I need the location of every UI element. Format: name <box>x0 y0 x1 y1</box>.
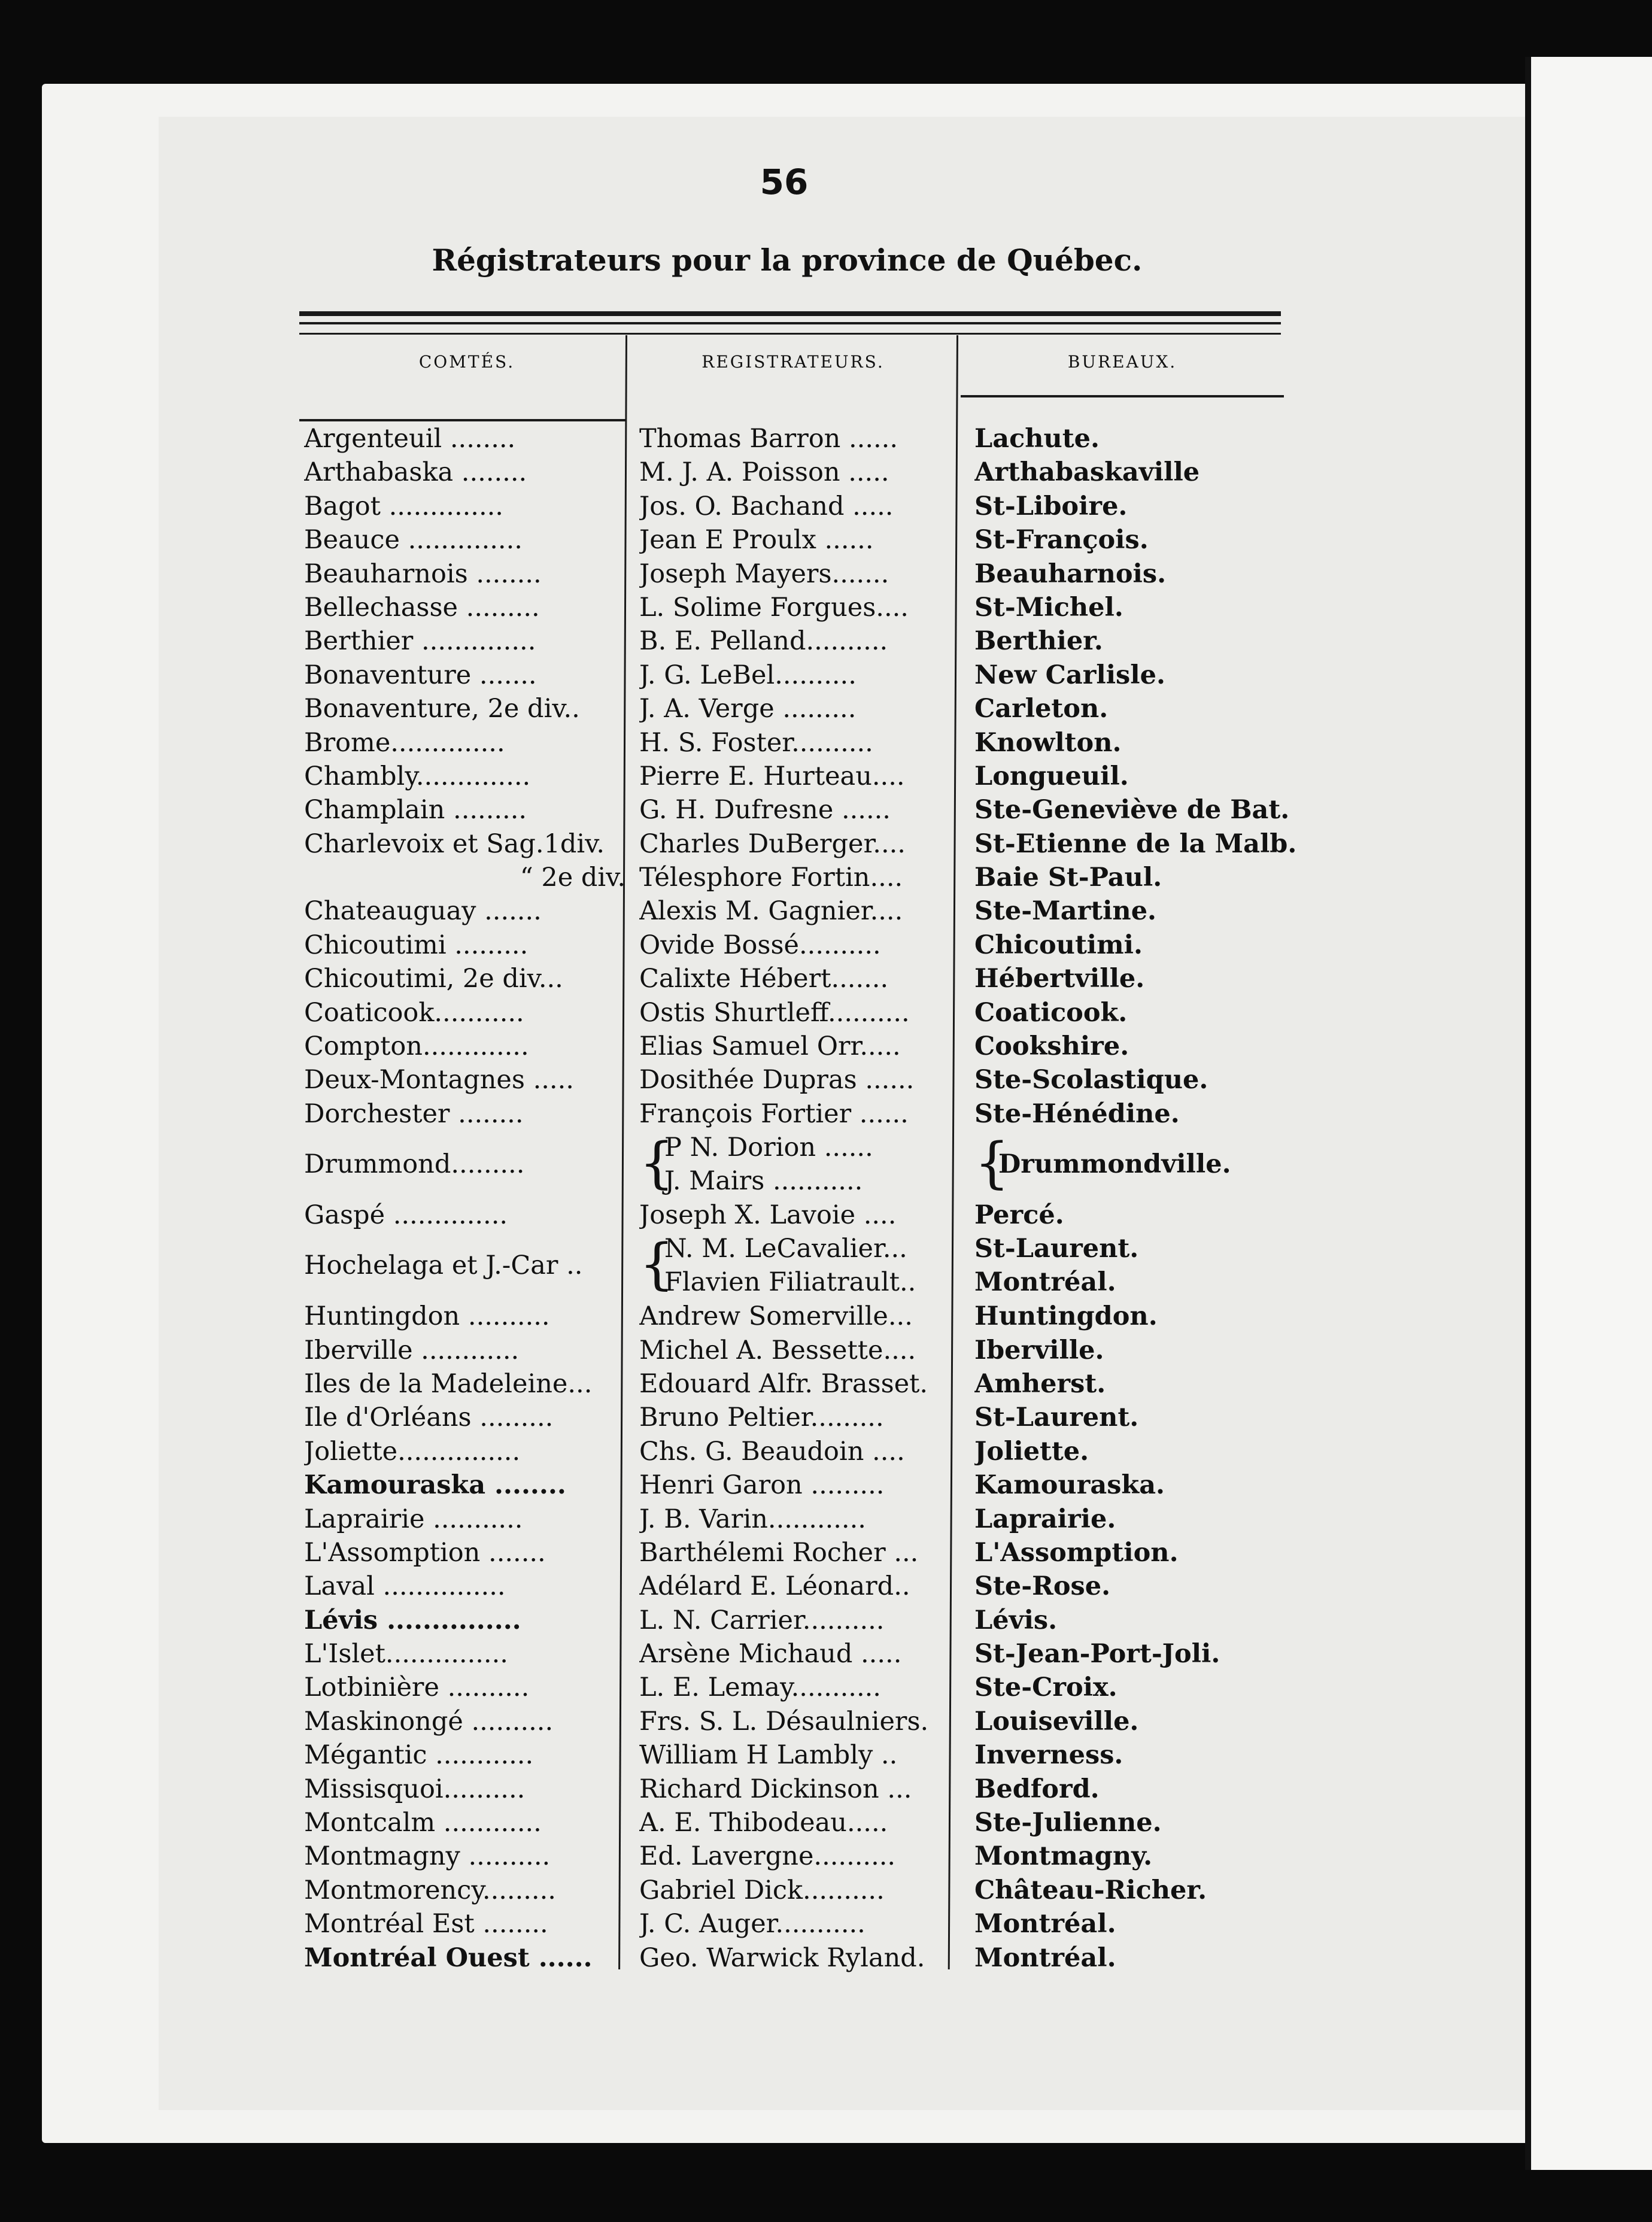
comte-cell: Montmorency......... <box>304 1875 556 1905</box>
registrateur-cell: Chs. G. Beaudoin .... <box>639 1436 905 1467</box>
bureau-cell: Kamouraska. <box>974 1470 1165 1501</box>
comte-cell: Kamouraska ........ <box>304 1470 566 1501</box>
registrateur-cell: Ovide Bossé.......... <box>639 930 881 960</box>
registrateur-line: P N. Dorion ...... <box>664 1133 873 1163</box>
bureau-cell: St-Laurent. <box>974 1403 1139 1433</box>
table-row <box>299 658 1287 692</box>
table-row <box>299 1232 1287 1300</box>
brace-icon: { <box>974 1131 1010 1195</box>
table-row <box>299 1097 1287 1131</box>
table-row <box>299 1570 1287 1603</box>
bureau-cell: Ste-Rose. <box>974 1571 1111 1602</box>
bureau-cell: L'Assomption. <box>974 1537 1179 1568</box>
table-row <box>299 793 1290 827</box>
table-row <box>299 1334 1287 1367</box>
table-row <box>299 591 1287 624</box>
registrateur-cell: Henri Garon ......... <box>639 1470 885 1501</box>
registrar-table <box>299 422 1297 1975</box>
bureau-cell: New Carlisle. <box>974 660 1165 690</box>
registrateur-cell: François Fortier ...... <box>639 1098 909 1129</box>
registrateur-line: Flavien Filiatrault.. <box>664 1267 916 1298</box>
comte-cell: Bonaventure ....... <box>304 660 537 690</box>
table-row <box>299 490 1287 523</box>
table-row <box>299 1637 1287 1671</box>
comte-cell: Compton............. <box>304 1031 529 1062</box>
comte-cell: Bellechasse ......... <box>304 592 540 623</box>
registrateur-cell: Bruno Peltier......... <box>639 1403 884 1433</box>
comte-cell: Coaticook........... <box>304 997 524 1028</box>
table-row <box>299 1063 1287 1097</box>
comte-cell: Chateauguay ....... <box>304 896 542 927</box>
bureau-cell: Ste-Martine. <box>974 896 1157 927</box>
comte-cell: L'Assomption ....... <box>304 1537 546 1568</box>
registrateur-cell: Jean E Proulx ...... <box>639 525 874 556</box>
bureau-cell: Hébertville. <box>974 964 1145 994</box>
table-row <box>299 962 1287 995</box>
bureau-cell: Percé. <box>974 1200 1064 1230</box>
registrateur-cell: J. A. Verge ......... <box>639 694 857 724</box>
registrateur-cell: Adélard E. Léonard.. <box>639 1571 910 1602</box>
registrateur-cell: Gabriel Dick.......... <box>639 1875 885 1905</box>
registrateur-cell: Calixte Hébert....... <box>639 964 889 994</box>
registrateur-cell: J. C. Auger........... <box>639 1909 866 1939</box>
table-row <box>299 1300 1287 1333</box>
bureau-cell: Ste-Scolastique. <box>974 1065 1208 1095</box>
title-rule-top <box>299 311 1281 316</box>
table-row <box>299 861 1287 894</box>
comte-cell: Beauce .............. <box>304 525 523 556</box>
comte-cell: Chicoutimi ......... <box>304 930 529 960</box>
registrateur-cell: Geo. Warwick Ryland. <box>639 1942 925 1973</box>
bureau-cell: Bedford. <box>974 1774 1100 1804</box>
comte-cell: Arthabaska ........ <box>304 457 527 488</box>
registrateur-pair <box>664 1131 873 1198</box>
table-row <box>299 1907 1287 1941</box>
table-row <box>299 1198 1287 1232</box>
column-header-comtes: COMTÉS. <box>418 352 515 372</box>
comte-cell: Berthier .............. <box>304 626 536 657</box>
registrateur-cell: Ed. Lavergne.......... <box>639 1841 896 1872</box>
bureau-cell: Ste-Hénédine. <box>974 1098 1180 1129</box>
table-row <box>299 1874 1287 1907</box>
registrateur-line: J. Mairs ........... <box>664 1166 863 1197</box>
page-title: Régistrateurs pour la province de Québec. <box>432 242 1143 278</box>
bureau-cell: Iberville. <box>974 1335 1104 1365</box>
page-gutter <box>1525 57 1531 2170</box>
table-row <box>299 1536 1287 1570</box>
comte-cell: Chicoutimi, 2e div... <box>304 964 563 994</box>
bureau-cell: Knowlton. <box>974 727 1122 758</box>
bureau-cell: Beauharnois. <box>974 558 1167 589</box>
registrateur-cell: Pierre E. Hurteau.... <box>639 761 905 791</box>
comte-cell: Hochelaga et J.-Car .. <box>304 1250 583 1281</box>
table-row <box>299 1435 1287 1468</box>
registrateur-cell: Barthélemi Rocher ... <box>639 1537 919 1568</box>
registrateur-cell: Michel A. Bessette.... <box>639 1335 916 1365</box>
comte-cell: Dorchester ........ <box>304 1098 524 1129</box>
table-row <box>299 523 1287 557</box>
comte-cell: Deux-Montagnes ..... <box>304 1065 574 1095</box>
comte-cell: Huntingdon .......... <box>304 1301 550 1332</box>
registrateur-cell: William H Lambly .. <box>639 1740 898 1771</box>
registrateur-cell: M. J. A. Poisson ..... <box>639 457 889 488</box>
bureau-cell: Ste-Julienne. <box>974 1808 1162 1838</box>
table-row <box>299 422 1287 456</box>
registrateur-cell: J. G. LeBel.......... <box>639 660 857 690</box>
table-row <box>299 894 1287 928</box>
adjacent-page-edge <box>1525 57 1652 2170</box>
bureau-cell: Ste-Croix. <box>974 1672 1117 1703</box>
comte-cell: Maskinongé .......... <box>304 1706 554 1737</box>
table-row <box>299 1839 1287 1873</box>
registrateur-cell: Joseph X. Lavoie .... <box>639 1200 897 1230</box>
registrateur-cell: Télesphore Fortin.... <box>639 863 903 893</box>
bureau-cell: Lévis. <box>974 1605 1058 1635</box>
registrateur-cell: L. E. Lemay........... <box>639 1672 881 1703</box>
table-row <box>299 827 1297 861</box>
comte-cell: Gaspé .............. <box>304 1200 508 1230</box>
comte-cell: Lotbinière .......... <box>304 1672 530 1703</box>
bureau-cell: Montréal. <box>974 1909 1116 1939</box>
comte-cell: Montmagny .......... <box>304 1841 551 1872</box>
bureau-pair-cell <box>974 1232 1298 1299</box>
comte-cell: “ 2e div. <box>520 863 625 893</box>
bureau-cell: St-François. <box>974 525 1149 556</box>
bureau-cell: St-Liboire. <box>974 491 1128 521</box>
comte-cell: Montréal Ouest ...... <box>304 1942 593 1973</box>
table-row <box>299 726 1287 760</box>
bureau-cell: Ste-Geneviève de Bat. <box>974 795 1290 825</box>
bureau-cell: Montréal. <box>974 1942 1116 1973</box>
comte-cell: Mégantic ............ <box>304 1740 534 1771</box>
table-row <box>299 1671 1287 1704</box>
registrateur-line: N. M. LeCavalier... <box>664 1234 907 1264</box>
registrateur-pair-cell <box>639 1232 980 1299</box>
registrateur-pair-cell <box>639 1131 980 1198</box>
registrateur-cell: B. E. Pelland.......... <box>639 626 888 657</box>
page-number: 56 <box>760 162 809 202</box>
comte-cell: Lévis ............... <box>304 1605 521 1635</box>
registrateur-cell: Andrew Somerville... <box>639 1301 913 1332</box>
bureau-cell: Joliette. <box>974 1436 1089 1467</box>
bureau-cell: Chicoutimi. <box>974 930 1143 960</box>
table-row <box>299 1131 1287 1198</box>
table-row <box>299 928 1287 962</box>
brace-icon: { <box>639 1232 675 1297</box>
registrateur-cell: A. E. Thibodeau..... <box>639 1808 888 1838</box>
registrateur-cell: Thomas Barron ...... <box>639 424 898 454</box>
bureau-text: Drummondville. <box>998 1149 1231 1180</box>
brace-icon: { <box>639 1131 675 1195</box>
registrateur-cell: L. N. Carrier.......... <box>639 1605 885 1635</box>
registrateur-cell: Joseph Mayers....... <box>639 558 889 589</box>
comte-cell: Iles de la Madeleine... <box>304 1368 593 1399</box>
bureau-cell: Baie St-Paul. <box>974 863 1162 893</box>
table-row <box>299 1604 1287 1637</box>
bureau-cell: St-Jean-Port-Joli. <box>974 1639 1220 1669</box>
bureau-cell: Berthier. <box>974 626 1103 657</box>
table-row <box>299 1367 1287 1401</box>
header-bottom-rule <box>961 395 1284 397</box>
table-row <box>299 1738 1287 1772</box>
registrateur-cell: Arsène Michaud ..... <box>639 1639 902 1669</box>
comte-cell: Champlain ......... <box>304 795 527 825</box>
table-row <box>299 760 1287 793</box>
column-header-bureaux: BUREAUX. <box>1067 352 1177 372</box>
registrateur-cell: G. H. Dufresne ...... <box>639 795 891 825</box>
bureau-cell: Coaticook. <box>974 997 1128 1028</box>
comte-cell: Charlevoix et Sag.1div. <box>304 828 605 859</box>
registrateur-pair <box>664 1232 916 1299</box>
comte-cell: Laprairie ........... <box>304 1504 523 1534</box>
registrateur-cell: Dosithée Dupras ...... <box>639 1065 915 1095</box>
comte-cell: L'Islet............... <box>304 1639 508 1669</box>
table-row <box>299 996 1287 1030</box>
table-row <box>299 1705 1287 1738</box>
table-row <box>299 1772 1287 1806</box>
table-row <box>299 624 1287 658</box>
comte-cell: Montcalm ............ <box>304 1808 542 1838</box>
registrateur-cell: H. S. Foster.......... <box>639 727 873 758</box>
registrateur-cell: Frs. S. L. Désaulniers. <box>639 1706 929 1737</box>
comte-cell: Argenteuil ........ <box>304 424 516 454</box>
table-row <box>299 1941 1287 1975</box>
table-row <box>299 1030 1287 1063</box>
comte-cell: Bagot .............. <box>304 491 503 521</box>
bureau-cell: Carleton. <box>974 694 1109 724</box>
registrateur-cell: L. Solime Forgues.... <box>639 592 909 623</box>
comte-cell: Drummond......... <box>304 1149 525 1180</box>
bureau-cell: St-Michel. <box>974 592 1123 623</box>
bureau-cell: Longueuil. <box>974 761 1129 791</box>
bureau-cell <box>974 1131 1298 1198</box>
bureau-cell: Lachute. <box>974 424 1100 454</box>
bureau-cell: Cookshire. <box>974 1031 1129 1062</box>
bureau-cell: Louiseville. <box>974 1706 1139 1737</box>
registrateur-cell: Richard Dickinson ... <box>639 1774 912 1804</box>
header-rule <box>299 333 1281 335</box>
bureau-line: St-Laurent. <box>974 1234 1139 1264</box>
table-row <box>299 1401 1287 1434</box>
registrateur-cell: J. B. Varin............ <box>639 1504 866 1534</box>
bureau-cell: St-Etienne de la Malb. <box>974 828 1297 859</box>
registrateur-cell: Charles DuBerger.... <box>639 828 906 859</box>
comte-cell: Brome.............. <box>304 727 505 758</box>
header-bottom-rule-left <box>299 419 625 421</box>
table-row <box>299 1806 1287 1839</box>
table-row <box>299 1502 1287 1536</box>
table-row <box>299 692 1287 726</box>
bureau-line: Montréal. <box>974 1267 1116 1298</box>
table-row <box>299 1468 1287 1502</box>
bureau-cell: Amherst. <box>974 1368 1106 1399</box>
registrateur-cell: Edouard Alfr. Brasset. <box>639 1368 928 1399</box>
bureau-cell: Montmagny. <box>974 1841 1153 1872</box>
comte-cell: Beauharnois ........ <box>304 558 542 589</box>
registrateur-cell: Jos. O. Bachand ..... <box>639 491 894 521</box>
comte-cell: Ile d'Orléans ......... <box>304 1403 554 1433</box>
comte-cell: Bonaventure, 2e div.. <box>304 694 580 724</box>
registrateur-cell: Elias Samuel Orr..... <box>639 1031 901 1062</box>
table-row <box>299 557 1287 591</box>
bureau-cell: Laprairie. <box>974 1504 1116 1534</box>
table-row <box>299 456 1287 489</box>
title-rule-bottom <box>299 322 1281 324</box>
comte-cell: Missisquoi.......... <box>304 1774 526 1804</box>
registrateur-cell: Ostis Shurtleff.......... <box>639 997 910 1028</box>
bureau-cell: Château-Richer. <box>974 1875 1207 1905</box>
column-header-registrateurs: REGISTRATEURS. <box>702 352 885 372</box>
bureau-cell: Huntingdon. <box>974 1301 1158 1332</box>
bureau-cell: Inverness. <box>974 1740 1123 1771</box>
bureau-cell: Arthabaskaville <box>974 457 1200 488</box>
comte-cell: Montréal Est ........ <box>304 1909 548 1939</box>
comte-cell: Joliette............... <box>304 1436 521 1467</box>
comte-cell: Chambly.............. <box>304 761 531 791</box>
comte-cell: Laval ............... <box>304 1571 506 1602</box>
registrateur-cell: Alexis M. Gagnier.... <box>639 896 903 927</box>
comte-cell: Iberville ............ <box>304 1335 520 1365</box>
